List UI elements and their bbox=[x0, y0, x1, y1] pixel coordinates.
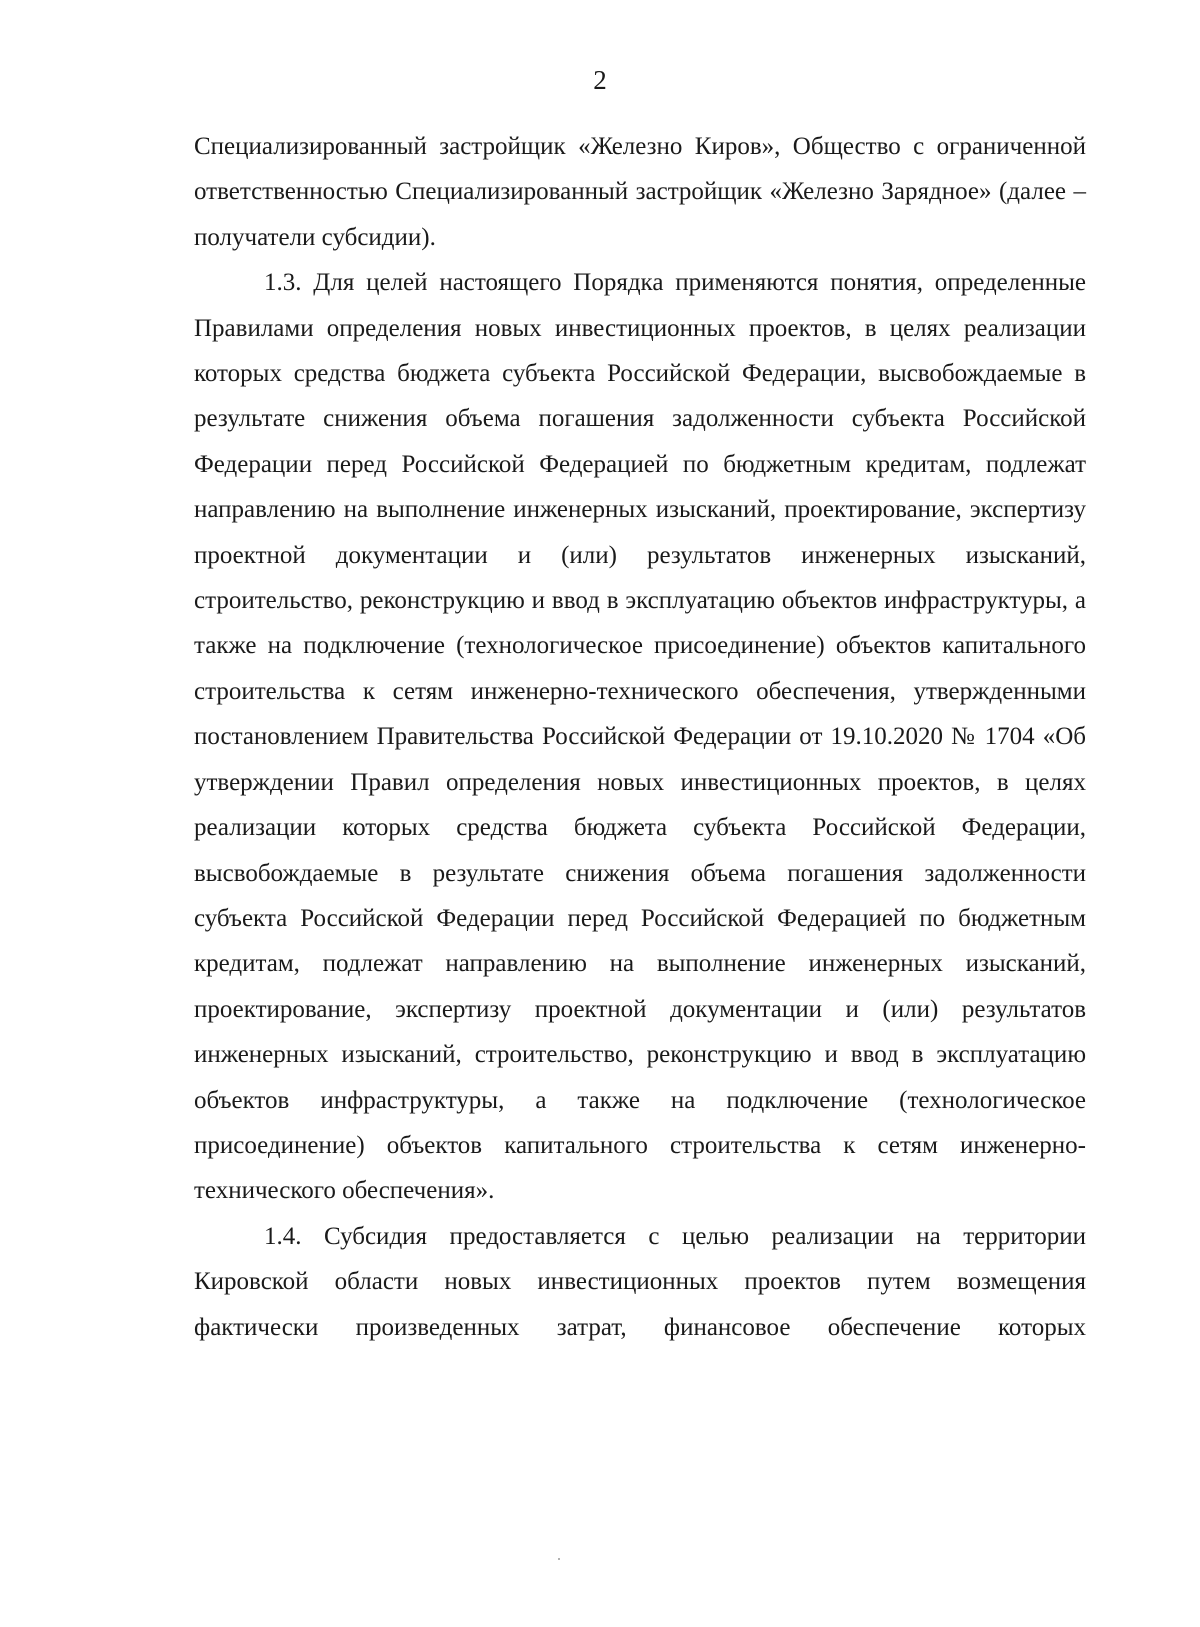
paragraph-1-4: 1.4. Субсидия предоставляется с целью реализации на территории Кировской области новых инвестиционных проектов путем возмещения фактически произведенных затрат, финансовое обеспечение которых bbox=[194, 1222, 1086, 1341]
paragraph-1-2-continuation: Специализированный застройщик «Железно Киров», Общество с ограниченной ответственностью Специализированный застройщик «Железно Зарядное» (далее – получатели субсидии). bbox=[194, 133, 1086, 251]
paragraph-1-3: 1.3. Для целей настоящего Порядка применяются понятия, определенные Правилами определения новых инвестиционных проектов, в целях реализации которых средства бюджета субъекта Российской Федерации, высвобождаемые в результате снижения объема погашения задолженности субъекта Российской Федерации перед Российской Федерацией по бюджетным кредитам, подлежат направлению на выполнение инженерных изысканий, проектирование, экспертизу проектной документации и (или) результатов инженерных изысканий, строительство, реконструкцию и ввод в эксплуатацию объектов инфраструктуры, а также на подключение (технологическое присоединение) объектов капитального строительства к сетям инженерно-технического обеспечения, утвержденными постановлением Правительства Российской Федерации от 19.10.2020 № 1704 «Об утверждении Правил определения новых инвестиционных проектов, в целях реализации которых средства бюджета субъекта Российской Федерации, высвобождаемые в результате снижения объема погашения задолженности субъекта Российской Федерации перед Российской Федерацией по бюджетным кредитам, подлежат направлению на выполнение инженерных изысканий, проектирование, экспертизу проектной документации и (или) результатов инженерных изысканий, строительство, реконструкцию и ввод в эксплуатацию объектов инфраструктуры, а также на подключение (технологическое присоединение) объектов капитального строительства к сетям инженерно-технического обеспечения». bbox=[194, 269, 1086, 1205]
page-number: 2 bbox=[593, 65, 607, 95]
document-body bbox=[194, 124, 1086, 1350]
scan-speck bbox=[558, 1558, 560, 1560]
